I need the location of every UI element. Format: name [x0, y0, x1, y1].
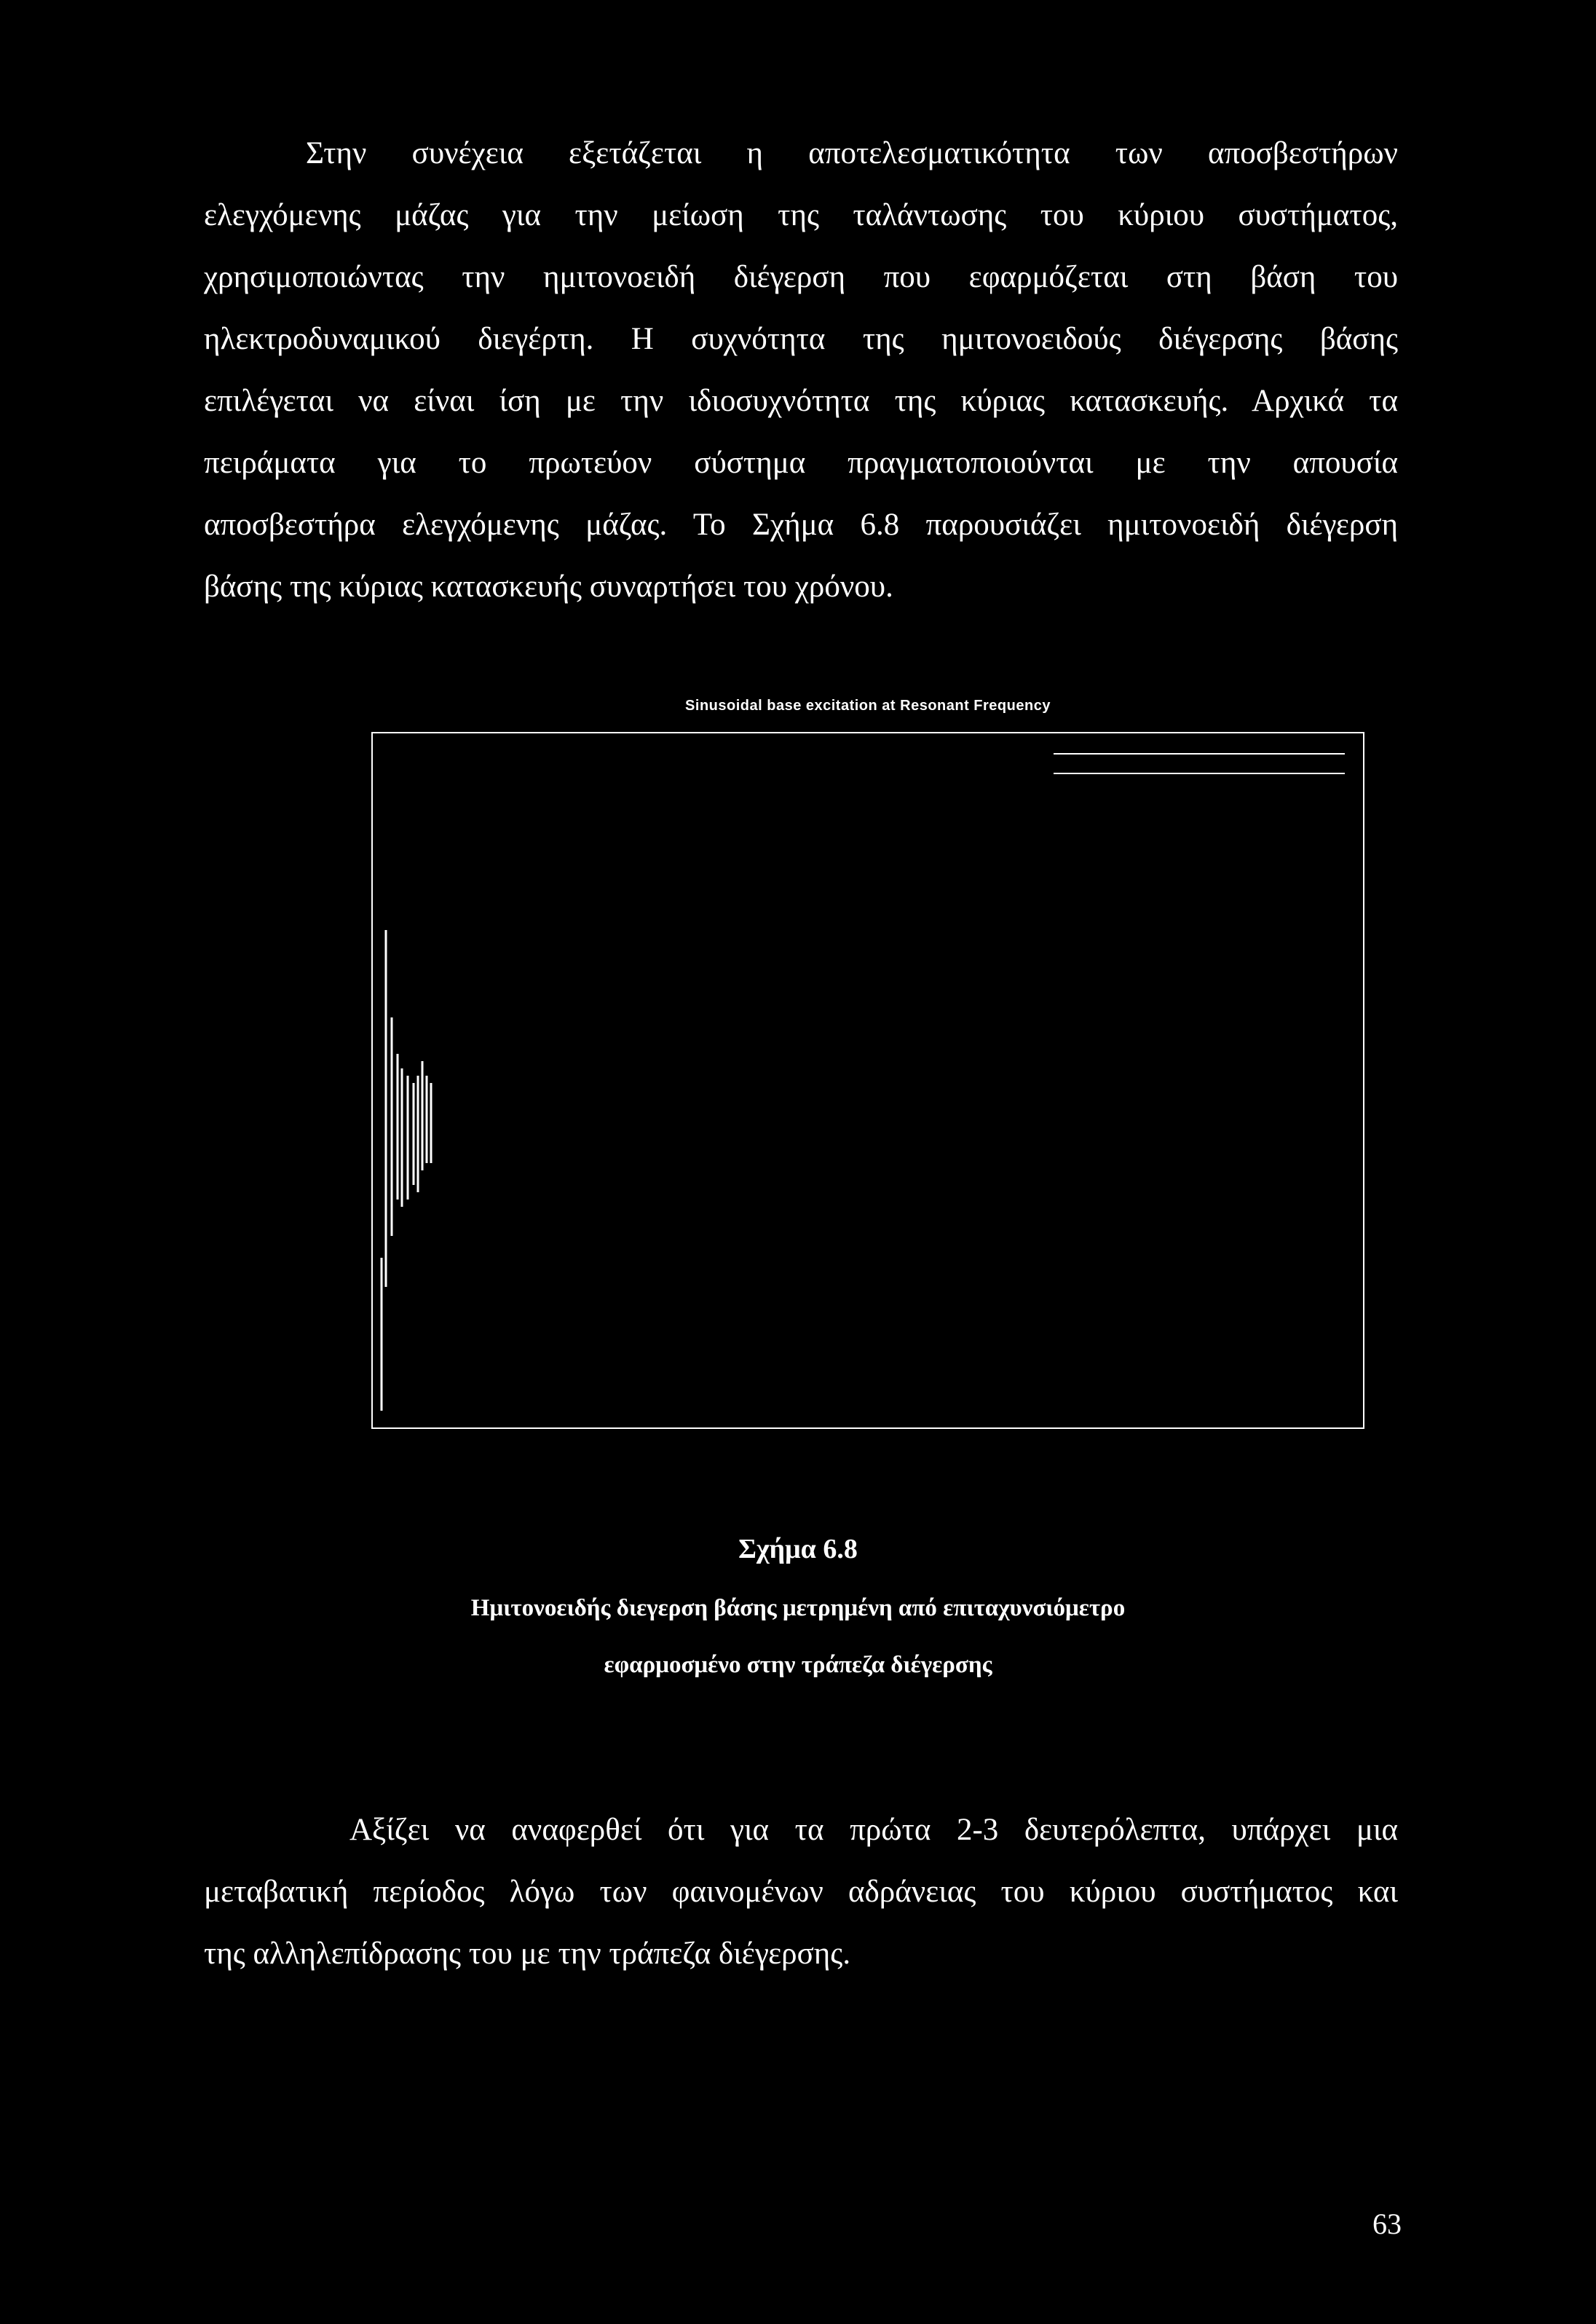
- chart-series: [380, 930, 1356, 1411]
- figure-caption-line-2: εφαρμοσμένο στην τράπεζα διέγερσης: [604, 1652, 992, 1678]
- figure-caption-label: Σχήμα 6.8: [738, 1534, 858, 1564]
- paragraph-line: χρησιμοποιώντας την ημιτονοειδή διέγερση που εφαρμόζεται στη βάση του: [204, 260, 1398, 294]
- paragraph-line: Αξίζει να αναφερθεί ότι για τα πρώτα 2-3 δευτερόλεπτα, υπάρχει μια: [349, 1813, 1398, 1847]
- chart-legend: [1054, 754, 1345, 773]
- paragraph-line: της αλληλεπίδρασης του με την τράπεζα διέγερσης.: [204, 1937, 851, 1971]
- series-line-0: [380, 1001, 1356, 1328]
- body-paragraph-2: [204, 1799, 1398, 1985]
- paragraph-line: αποσβεστήρα ελεγχόμενης μάζας. Το Σχήμα 6.8 παρουσιάζει ημιτονοειδή διέγερση: [204, 508, 1398, 542]
- chart-plot-area: [371, 732, 1364, 1429]
- paragraph-line: επιλέγεται να είναι ίση με την ιδιοσυχνότητα της κύριας κατασκευής. Αρχικά τα: [204, 384, 1398, 418]
- page-number: 63: [1372, 2207, 1402, 2240]
- paragraph-line: Στην συνέχεια εξετάζεται η αποτελεσματικότητα των αποσβεστήρων: [306, 136, 1398, 170]
- paragraph-line: βάσης της κύριας κατασκευής συναρτήσει του χρόνου.: [204, 570, 893, 604]
- body-paragraph-1: [204, 122, 1398, 618]
- paragraph-line: ηλεκτροδυναμικού διεγέρτη. Η συχνότητα της ημιτονοειδούς διέγερσης βάσης: [204, 322, 1398, 356]
- paragraph-line: πειράματα για το πρωτεύον σύστημα πραγματοποιούνται με την απουσία: [204, 446, 1398, 480]
- paragraph-line: μεταβατική περίοδος λόγω των φαινομένων αδράνειας του κύριου συστήματος και: [204, 1875, 1398, 1909]
- chart-svg: [373, 733, 1363, 1427]
- paragraph-line: ελεγχόμενης μάζας για την μείωση της ταλάντωσης του κύριου συστήματος,: [204, 198, 1398, 232]
- figure-caption-line-1: Ημιτονοειδής διεγερση βάσης μετρημένη από επιταχυνσιόμετρο: [470, 1595, 1126, 1621]
- chart-title: Sinusoidal base excitation at Resonant Frequency: [685, 698, 1051, 714]
